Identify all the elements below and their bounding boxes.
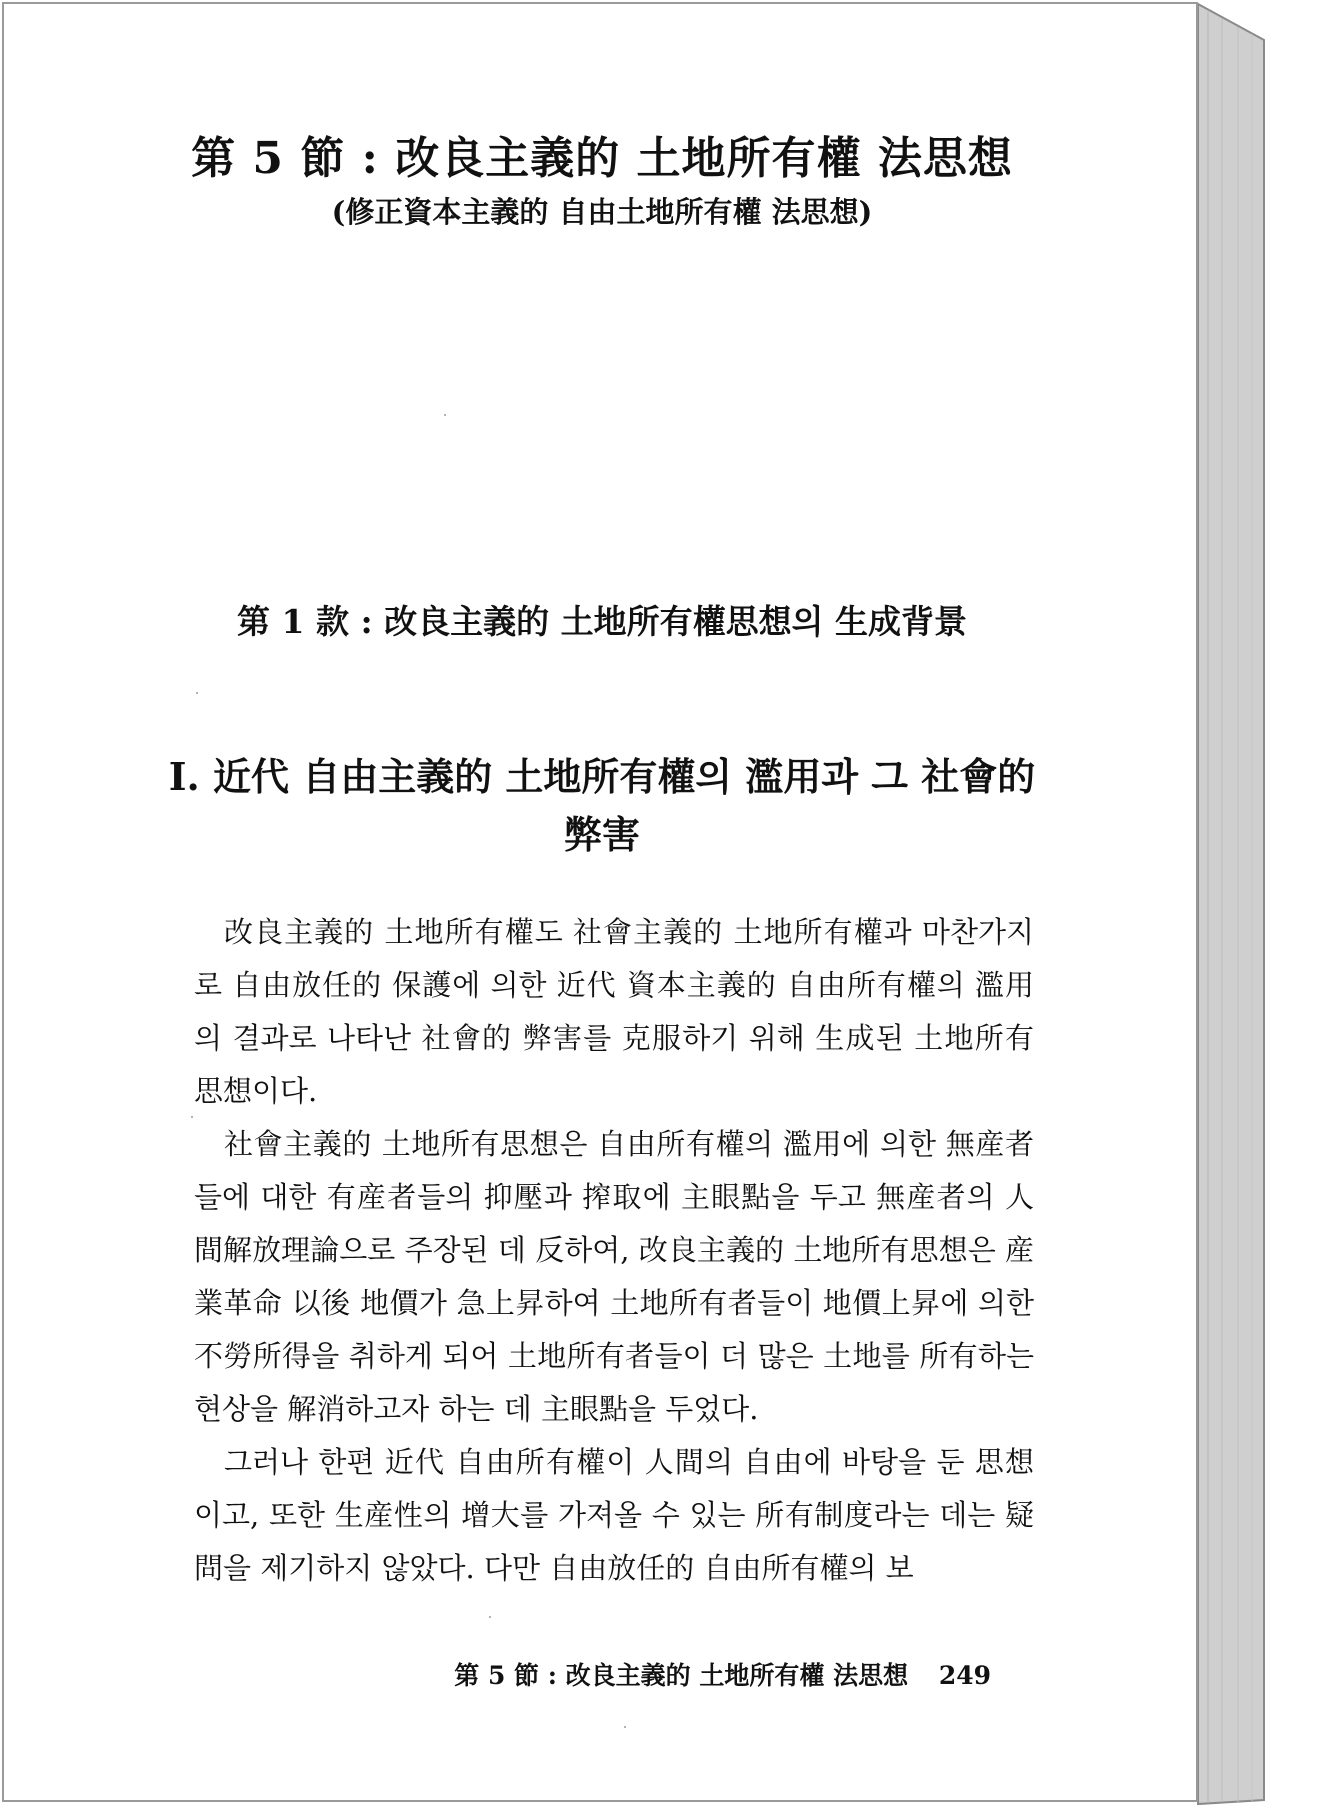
chapter-title-line-1: Ⅰ. 近代 自由主義的 土地所有權의 濫用과 그 社會的 <box>168 754 1036 799</box>
scan-speck <box>444 414 446 416</box>
running-footer-title: 第 5 節 : 改良主義的 土地所有權 法思想 <box>454 1661 909 1690</box>
chapter-title <box>4 748 1200 864</box>
running-footer <box>454 1656 991 1692</box>
section-subtitle: (修正資本主義的 自由土地所有權 法思想) <box>331 195 873 229</box>
page-face <box>2 2 1198 1802</box>
paragraph: 改良主義的 土地所有權도 社會主義的 土地所有權과 마찬가지로 自由放任的 保護에 의한 近代 資本主義的 自由所有權의 濫用의 결과로 나타난 社會的 弊害를 克服하기 위해 生成된 土地所有思想이다. <box>194 915 1034 1108</box>
scan-speck <box>191 1116 193 1118</box>
section-title: 第 5 節 : 改良主義的 土地所有權 法思想 <box>191 133 1013 184</box>
article-title: 第 1 款 : 改良主義的 土地所有權思想의 生成背景 <box>237 602 967 641</box>
chapter-title-line-2: 弊害 <box>563 812 640 857</box>
page-number: 249 <box>938 1661 991 1690</box>
scan-speck <box>196 692 198 694</box>
paragraph: 그러나 한편 近代 自由所有權이 人間의 自由에 바탕을 둔 思想이고, 또한 生産性의 增大를 가져올 수 있는 所有制度라는 데는 疑問을 제기하지 않았다. 다만 自由放任的 自由所有權의 보 <box>194 1445 1034 1585</box>
scan-speck <box>624 1726 626 1728</box>
body-text <box>194 906 1034 1595</box>
paragraph: 社會主義的 土地所有思想은 自由所有權의 濫用에 의한 無産者들에 대한 有産者들의 抑壓과 搾取에 主眼點을 두고 無産者의 人間解放理論으로 주장된 데 反하여, 改良主義的 土地所有思想은 産業革命 以後 地價가 急上昇하여 土地所有者들이 地價上昇에 의한 不勞所得을 취하게 되어 土地所有者들이 더 많은 土地를 所有하는 현상을 解消하고자 하는 데 主眼點을 두었다. <box>194 1127 1034 1426</box>
scan-speck <box>489 1616 491 1618</box>
